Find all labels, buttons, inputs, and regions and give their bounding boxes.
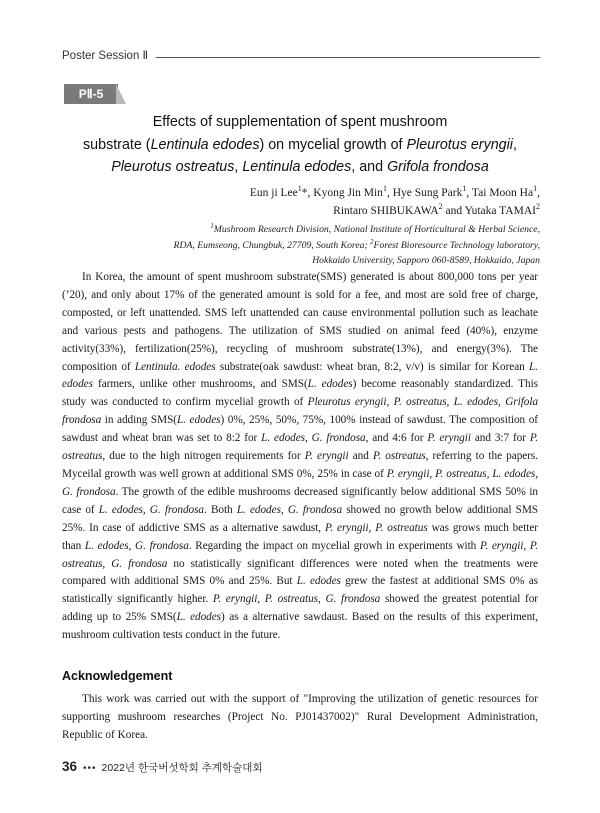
affiliation-mark: 1: [462, 184, 467, 194]
title-species: Pleurotus eryngii: [406, 136, 513, 153]
abstract-text: ) become reasonably standardized. This study was conducted to confirm mycelial growth of: [62, 378, 538, 409]
author-name: Kyong Jin Min: [313, 187, 383, 199]
header-rule: [156, 57, 540, 58]
affiliation-line-1: [60, 222, 540, 238]
abstract-text: in adding SMS(: [101, 414, 177, 427]
affiliation-text: RDA, Eumseong, Chungbuk, 27709, South Korea;: [173, 239, 371, 251]
species-name: L. edodes: [176, 611, 222, 624]
corresponding-mark: *,: [301, 187, 314, 199]
affiliation-line-2: [60, 238, 540, 254]
affiliation-mark: 1: [210, 222, 214, 230]
footer-dots: •••: [83, 763, 97, 774]
affiliation-line-3: [60, 253, 540, 269]
author-line-1: [60, 184, 540, 202]
species-name: L. edodes, G. frondosa: [261, 432, 366, 445]
abstract-text: . Both: [204, 503, 237, 516]
abstract-text: ) as a alternative sawdaust. Based on the results of this experiment, mushroom cultivation tests conduct in the future.: [62, 611, 539, 642]
abstract-text: , and 4:6 for: [365, 432, 428, 445]
abstract-text: referring to the papers. Myceilal growth was well grown at additional SMS 0%, 25% in case of: [62, 450, 538, 480]
title-text: ,: [512, 136, 517, 153]
affiliation-text: Hokkaido University, Sapporo 060-8589, Hokkaido, Japan: [312, 255, 540, 266]
title-text: substrate (: [83, 136, 151, 153]
species-name: Pleurotus eryngii, P. ostreatus, L. edodes, Grifola frondosa: [62, 396, 538, 427]
species-name: P. eryngii: [304, 450, 349, 463]
species-name: P. eryngii, P. ostreatus, G. frondosa: [62, 539, 538, 570]
author-name: Eun ji Lee: [249, 187, 298, 199]
species-name: L. edodes, G. frondosa: [236, 503, 343, 516]
abstract-text: farmers, unlike other mushrooms, and SMS(: [92, 378, 308, 391]
species-name: P. ostreatus,: [372, 450, 429, 463]
affiliation-mark: 2: [370, 238, 374, 246]
acknowledgement-heading: Acknowledgement: [62, 669, 173, 683]
author-line-2: [60, 202, 540, 220]
species-name: P. eryngii, P. ostreatus, L. edodes, G. frondosa: [62, 467, 538, 498]
title-species: Lentinula edodes: [242, 159, 352, 175]
species-name: Lentinula. edodes: [134, 360, 216, 373]
title-line-2: [60, 134, 540, 157]
abstract-text: showed the greatest potential for adding up to 25% SMS(: [62, 593, 538, 624]
species-name: P. eryngii, P. ostreatus, G. frondosa: [212, 593, 381, 606]
abstract-text: . The growth of the edible mushrooms decreased significantly below additional SMS 50% in case of: [62, 485, 538, 516]
conference-name: 2022년 한국버섯학회 추계학술대회: [101, 762, 263, 774]
abstract-text: ) 0%, 25%, 50%, 75%, 100% instead of sawdust. The composition of sawdust and wheat bran was set to 8:2 for: [62, 414, 538, 445]
title-species: Grifola frondosa: [387, 159, 489, 175]
title-text: ,: [234, 159, 243, 175]
abstract-text: . Regarding the impact on mycelial growh in experiments with: [188, 539, 480, 552]
abstract-body: [62, 269, 538, 645]
abstract-text: , due to the high nitrogen requirements for: [102, 450, 305, 463]
abstract-text: substrate(oak sawdust: wheat bran, 8:2, v/v) is similar for Korean: [215, 360, 529, 373]
poster-tag: [64, 84, 126, 104]
author-list: [60, 184, 540, 220]
author-name: Rintaro SHIBUKAWA: [333, 205, 439, 217]
species-name: L. edodes: [296, 575, 341, 588]
title-text: ) on mycelial growth of: [259, 136, 407, 153]
page-number: 36: [62, 759, 78, 774]
session-label: Poster Session Ⅱ: [62, 50, 149, 62]
species-name: L. edodes, G. frondosa: [84, 539, 189, 552]
affiliation-mark: 1: [297, 184, 302, 194]
page-header: [62, 48, 540, 68]
species-name: L. edodes: [177, 414, 221, 427]
affiliation-text: Forest Bioresource Technology laboratory,: [373, 239, 540, 251]
author-name: , Tai Moon Ha: [466, 187, 534, 199]
species-name: P. ostreatus: [62, 432, 539, 463]
abstract-text: In Korea, the amount of spent mushroom substrate(SMS) generated is about 800,000 tons per year (’20), and only about 17% of the generated amount is sold for a fee, and most are sold free of charge, composted, or left unattended. SMS left unattended can cause environmental pollution such as leachate and various pests and pathogens. The utilization of SMS studied on animal feed (40%), enzyme activity(33%), fertilization(25%), recycling of mushroom substrate(13%), and energy(3%). The composition of: [62, 271, 538, 373]
author-separator: ,: [537, 187, 540, 199]
affiliations: [60, 222, 540, 269]
author-name: and Yutaka TAMAI: [442, 205, 536, 217]
abstract-text: grew the fastest at additional SMS 0% as statistically significantly higher.: [62, 575, 539, 606]
title-species: Pleurotus ostreatus: [111, 159, 235, 175]
abstract-text: no statistically significant differences were noted when the treatments were compared with additional SMS 0% and 25%. But: [62, 557, 539, 588]
title-text: Effects of supplementation of spent mushroom: [152, 114, 448, 130]
acknowledgement-body: This work was carried out with the support of "Improving the utilization of genetic resources for supporting mushroom researches (Project No. PJ01437002)" Rural Development Administration, Republic of Korea.: [62, 693, 538, 741]
title-species: Lentinula edodes: [150, 136, 260, 153]
species-name: P. eryngii, P. ostreatus: [324, 521, 428, 534]
author-name: , Hye Sung Park: [386, 187, 463, 199]
abstract-text: and: [348, 450, 373, 463]
page-footer: [62, 758, 263, 778]
species-name: L. edodes, G. frondosa: [98, 503, 205, 516]
affiliation-mark: 1: [533, 184, 538, 194]
affiliation-mark: 2: [438, 202, 443, 212]
species-name: P. eryngii: [427, 432, 471, 445]
abstract-text: and 3:7 for: [470, 432, 530, 445]
abstract-text: was grows much better than: [62, 521, 538, 552]
poster-tag-label: PⅡ-5: [78, 87, 104, 101]
title-line-1: [60, 111, 540, 134]
title-line-3: [60, 156, 540, 179]
affiliation-text: Mushroom Research Division, National Institute of Horticultural & Herbal Science,: [213, 224, 540, 235]
species-name: L. edodes: [307, 378, 353, 391]
title-text: , and: [351, 159, 388, 175]
abstract-text: showed no growth below additional SMS 25%. In case of addictive SMS as a alternative sawdust,: [62, 503, 538, 534]
affiliation-mark: 2: [535, 202, 540, 212]
species-name: L. edodes: [62, 360, 538, 391]
paper-title: [60, 111, 540, 179]
affiliation-mark: 1: [382, 184, 387, 194]
